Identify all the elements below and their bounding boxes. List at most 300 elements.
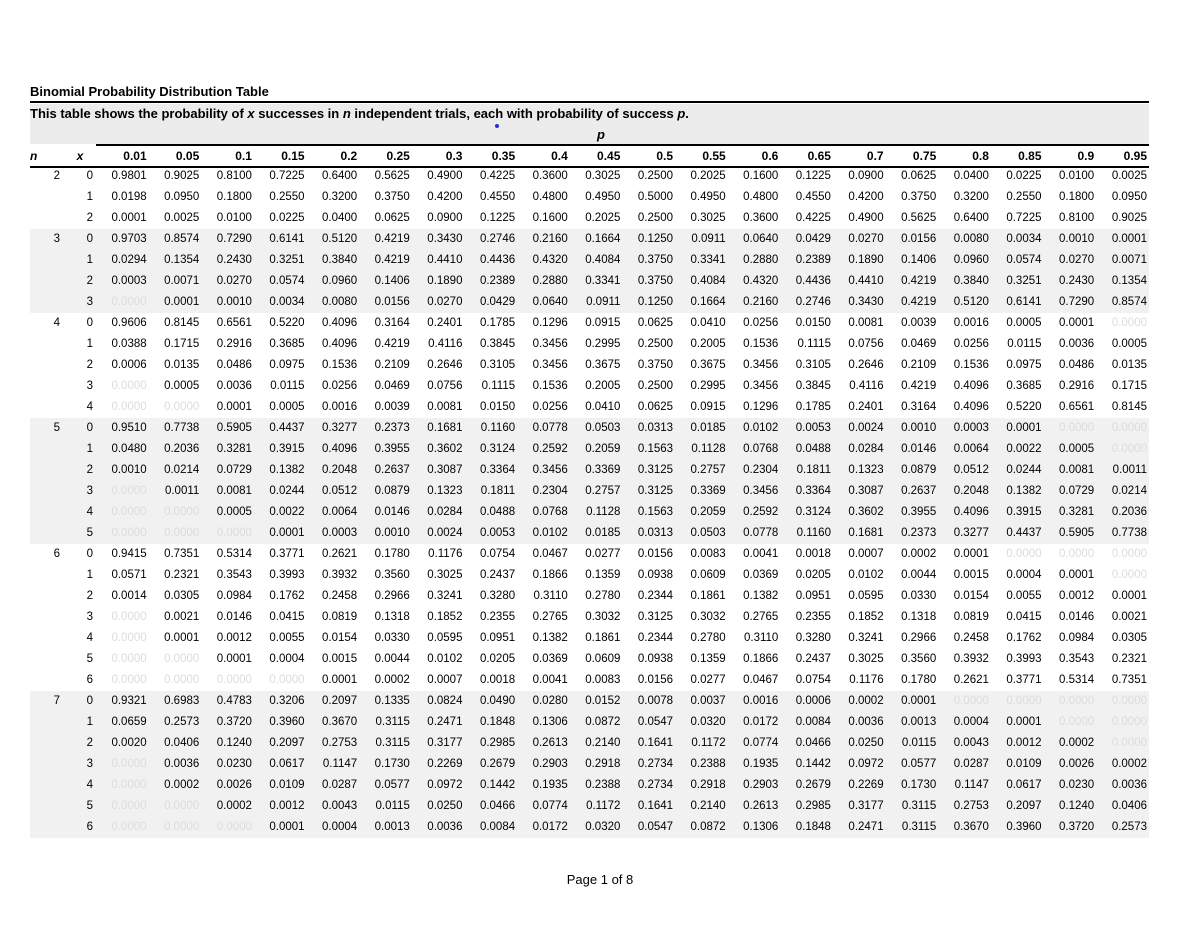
probability-cell: 0.3177 — [833, 796, 886, 817]
probability-cell: 0.3364 — [464, 460, 517, 481]
probability-cell: 0.0984 — [1058, 632, 1095, 644]
probability-cell: 0.0041 — [743, 548, 779, 560]
table-body — [30, 166, 1149, 838]
probability-cell: 0.0001 — [216, 653, 252, 665]
probability-cell: 0.4800 — [532, 191, 568, 203]
probability-cell: 0.4096 — [953, 401, 989, 413]
probability-cell: 0.0000 — [1096, 712, 1149, 733]
probability-cell: 0.3115 — [359, 733, 412, 754]
probability-cell: 0.1536 — [953, 359, 989, 371]
probability-cell: 0.4116 — [428, 338, 463, 350]
probability-cell: 0.3025 — [848, 653, 884, 665]
probability-cell: 0.5120 — [307, 229, 360, 250]
table-row — [30, 775, 1149, 796]
x-cell: 2 — [86, 212, 93, 224]
probability-cell: 0.0640 — [517, 292, 570, 313]
probability-cell: 0.4437 — [254, 418, 307, 439]
probability-cell: 0.0043 — [938, 733, 991, 754]
probability-cell: 0.0109 — [254, 775, 307, 796]
n-cell — [30, 397, 64, 418]
probability-cell: 0.0571 — [111, 569, 147, 581]
probability-cell: 0.2355 — [795, 611, 831, 623]
table-row — [30, 565, 1149, 586]
description-text: This table shows the probability of — [30, 106, 248, 121]
x-cell: 2 — [64, 460, 96, 481]
table-row — [30, 166, 1149, 187]
probability-cell: 0.0000 — [96, 754, 149, 775]
probability-cell: 0.3840 — [307, 250, 360, 271]
probability-cell: 0.0574 — [991, 250, 1044, 271]
probability-cell: 0.0001 — [254, 523, 307, 544]
probability-cell: 0.0574 — [254, 271, 307, 292]
probability-cell: 0.0467 — [532, 548, 568, 560]
x-cell: 1 — [64, 250, 96, 271]
probability-cell: 0.0774 — [517, 796, 570, 817]
probability-cell: 0.7290 — [1044, 292, 1097, 313]
probability-cell: 0.3364 — [780, 481, 833, 502]
probability-cell: 0.3960 — [991, 817, 1044, 838]
probability-cell: 0.2880 — [728, 250, 781, 271]
probability-cell: 0.4219 — [886, 292, 939, 313]
probability-cell: 0.0081 — [848, 317, 884, 329]
probability-cell: 0.1318 — [901, 611, 937, 623]
n-cell: 6 — [53, 548, 60, 560]
probability-cell: 0.1240 — [201, 733, 254, 754]
probability-cell: 0.0002 — [1096, 754, 1149, 775]
probability-cell: 0.8574 — [1096, 292, 1149, 313]
probability-cell: 0.0754 — [479, 548, 516, 560]
probability-cell: 0.0010 — [96, 460, 149, 481]
probability-cell: 0.0084 — [780, 712, 833, 733]
probability-cell: 0.0305 — [1111, 632, 1147, 644]
probability-cell: 0.2679 — [780, 775, 833, 796]
probability-cell: 0.0280 — [517, 691, 570, 712]
probability-cell: 0.3115 — [886, 796, 939, 817]
probability-cell: 0.0014 — [111, 590, 147, 602]
probability-cell: 0.0015 — [322, 653, 358, 665]
table-row — [30, 397, 1149, 418]
probability-cell: 0.3430 — [833, 292, 886, 313]
probability-cell: 0.6561 — [216, 317, 252, 329]
probability-cell: 0.3750 — [901, 191, 937, 203]
probability-cell: 0.0244 — [254, 481, 307, 502]
probability-cell: 0.0369 — [743, 569, 779, 581]
table-row — [30, 418, 1149, 439]
probability-cell: 0.1225 — [479, 212, 516, 224]
probability-cell: 0.0172 — [517, 817, 570, 838]
probability-cell: 0.2005 — [585, 380, 621, 392]
probability-cell: 0.0230 — [201, 754, 254, 775]
probability-cell: 0.2985 — [464, 733, 517, 754]
probability-cell: 0.4225 — [795, 212, 831, 224]
probability-cell: 0.0080 — [938, 229, 991, 250]
probability-cell: 0.4096 — [938, 502, 991, 523]
probability-cell: 0.3771 — [1006, 674, 1042, 686]
probability-cell: 0.0000 — [149, 796, 202, 817]
probability-cell: 0.3600 — [532, 170, 568, 182]
probability-cell: 0.0625 — [374, 212, 410, 224]
probability-cell: 0.2140 — [675, 796, 728, 817]
column-header-p: 0.35 — [491, 149, 516, 163]
probability-cell: 0.9801 — [111, 170, 147, 182]
probability-cell: 0.0078 — [622, 691, 675, 712]
probability-cell: 0.1323 — [412, 481, 465, 502]
column-header-p: 0.95 — [1123, 149, 1147, 163]
probability-cell: 0.0410 — [690, 317, 726, 329]
probability-cell: 0.2880 — [517, 271, 570, 292]
cursor-marker — [495, 124, 499, 128]
probability-cell: 0.0001 — [991, 418, 1044, 439]
probability-cell: 0.0595 — [427, 632, 463, 644]
probability-cell: 0.0429 — [780, 229, 833, 250]
probability-cell: 0.1382 — [743, 590, 779, 602]
n-cell — [30, 439, 64, 460]
probability-cell: 0.0154 — [953, 590, 989, 602]
probability-cell: 0.0010 — [201, 292, 254, 313]
table-row — [30, 649, 1149, 670]
probability-cell: 0.0001 — [111, 212, 147, 224]
probability-cell: 0.0004 — [1006, 569, 1042, 581]
probability-cell: 0.3110 — [744, 632, 779, 644]
probability-cell: 0.0214 — [1096, 481, 1149, 502]
probability-cell: 0.4783 — [201, 691, 254, 712]
probability-cell: 0.0036 — [149, 754, 202, 775]
probability-cell: 0.3600 — [743, 212, 779, 224]
probability-cell: 0.0000 — [991, 691, 1044, 712]
probability-cell: 0.0000 — [149, 817, 202, 838]
probability-cell: 0.0013 — [359, 817, 412, 838]
description-var-x: x — [247, 106, 255, 121]
probability-cell: 0.3369 — [675, 481, 728, 502]
probability-cell: 0.1890 — [833, 250, 886, 271]
probability-cell: 0.2269 — [412, 754, 465, 775]
probability-cell: 0.0002 — [149, 775, 202, 796]
probability-cell: 0.8100 — [1058, 212, 1095, 224]
n-cell — [30, 817, 64, 838]
probability-cell: 0.4219 — [901, 380, 937, 392]
n-cell — [30, 208, 64, 229]
probability-cell: 0.0915 — [690, 401, 726, 413]
column-header-x: x — [76, 149, 84, 163]
probability-cell: 0.0053 — [464, 523, 517, 544]
probability-cell: 0.4410 — [833, 271, 886, 292]
probability-cell: 0.0000 — [164, 401, 200, 413]
probability-cell: 0.0081 — [427, 401, 463, 413]
probability-cell: 0.0640 — [728, 229, 781, 250]
probability-cell: 0.2344 — [637, 590, 674, 602]
probability-cell: 0.1442 — [780, 754, 833, 775]
probability-cell: 0.2679 — [464, 754, 517, 775]
table-description — [30, 106, 689, 121]
probability-cell: 0.0609 — [585, 653, 621, 665]
probability-cell: 0.0250 — [833, 733, 886, 754]
probability-cell: 0.2903 — [517, 754, 570, 775]
probability-cell: 0.0911 — [675, 229, 728, 250]
probability-cell: 0.3125 — [622, 460, 675, 481]
probability-cell: 0.2304 — [728, 460, 781, 481]
probability-cell: 0.1800 — [1058, 191, 1095, 203]
probability-cell: 0.2430 — [1044, 271, 1097, 292]
probability-cell: 0.0000 — [111, 611, 147, 623]
table-row — [30, 208, 1149, 229]
probability-cell: 0.6141 — [991, 292, 1044, 313]
probability-cell: 0.0071 — [1096, 250, 1149, 271]
probability-cell: 0.3456 — [743, 359, 779, 371]
probability-cell: 0.0039 — [374, 401, 410, 413]
x-cell: 1 — [64, 439, 96, 460]
column-header-p: 0.1 — [235, 149, 252, 163]
probability-cell: 0.0006 — [780, 691, 833, 712]
x-cell: 3 — [86, 611, 93, 623]
description-text: successes in — [254, 106, 343, 121]
probability-cell: 0.0064 — [938, 439, 991, 460]
probability-cell: 0.0150 — [795, 317, 831, 329]
probability-cell: 0.6400 — [322, 170, 358, 182]
column-header-p: 0.2 — [340, 149, 358, 163]
probability-cell: 0.0000 — [1096, 439, 1149, 460]
probability-cell: 0.0036 — [1096, 775, 1149, 796]
probability-cell: 0.0900 — [427, 212, 463, 224]
probability-cell: 0.1382 — [532, 632, 568, 644]
probability-cell: 0.2592 — [517, 439, 570, 460]
probability-cell: 0.0005 — [164, 380, 200, 392]
probability-cell: 0.3685 — [1006, 380, 1042, 392]
probability-cell: 0.0406 — [1096, 796, 1149, 817]
probability-cell: 0.0011 — [1096, 460, 1149, 481]
probability-cell: 0.2437 — [795, 653, 831, 665]
probability-cell: 0.2592 — [728, 502, 781, 523]
probability-cell: 0.1354 — [149, 250, 202, 271]
probability-cell: 0.2573 — [1096, 817, 1149, 838]
probability-cell: 0.2109 — [374, 359, 410, 371]
probability-cell: 0.2995 — [690, 380, 726, 392]
probability-cell: 0.0084 — [464, 817, 517, 838]
column-header-p: 0.8 — [972, 149, 989, 163]
column-header-p: 0.7 — [866, 149, 884, 163]
probability-cell: 0.0488 — [464, 502, 517, 523]
probability-cell: 0.3993 — [269, 569, 305, 581]
probability-cell: 0.0975 — [269, 359, 305, 371]
probability-cell: 0.0000 — [111, 632, 147, 644]
column-header-p: 0.55 — [702, 149, 726, 163]
probability-cell: 0.0256 — [953, 338, 989, 350]
probability-cell: 0.2550 — [269, 191, 305, 203]
probability-cell: 0.0486 — [1058, 359, 1095, 371]
probability-cell: 0.0000 — [164, 674, 200, 686]
probability-cell: 0.0960 — [307, 271, 360, 292]
probability-cell: 0.3960 — [254, 712, 307, 733]
table-row — [30, 628, 1149, 649]
probability-cell: 0.8100 — [216, 170, 252, 182]
probability-cell: 0.0152 — [570, 691, 623, 712]
probability-cell: 0.6983 — [149, 691, 202, 712]
probability-cell: 0.3602 — [412, 439, 465, 460]
probability-cell: 0.0911 — [570, 292, 623, 313]
probability-cell: 0.1848 — [464, 712, 517, 733]
probability-cell: 0.6141 — [254, 229, 307, 250]
n-cell — [30, 460, 64, 481]
probability-cell: 0.0007 — [848, 548, 884, 560]
column-header-p: 0.6 — [761, 149, 779, 163]
probability-cell: 0.0547 — [622, 712, 675, 733]
probability-cell: 0.1715 — [164, 338, 200, 350]
probability-cell: 0.9321 — [96, 691, 149, 712]
probability-cell: 0.0006 — [111, 359, 147, 371]
probability-cell: 0.0512 — [938, 460, 991, 481]
n-cell — [30, 376, 64, 397]
probability-cell: 0.3456 — [517, 460, 570, 481]
probability-cell: 0.4219 — [374, 338, 410, 350]
table-row — [30, 796, 1149, 817]
probability-cell: 0.2765 — [532, 611, 568, 623]
n-cell — [30, 607, 64, 628]
probability-cell: 0.0000 — [1096, 418, 1149, 439]
probability-cell: 0.1600 — [532, 212, 568, 224]
probability-cell: 0.4116 — [849, 380, 884, 392]
n-cell: 5 — [30, 418, 64, 439]
probability-cell: 0.3115 — [886, 817, 939, 838]
probability-cell: 0.0284 — [833, 439, 886, 460]
probability-cell: 0.2613 — [517, 733, 570, 754]
probability-cell: 0.0185 — [570, 523, 623, 544]
n-cell — [30, 670, 64, 691]
probability-cell: 0.7738 — [1096, 523, 1149, 544]
probability-cell: 0.3251 — [991, 271, 1044, 292]
probability-cell: 0.2746 — [780, 292, 833, 313]
probability-cell: 0.3206 — [254, 691, 307, 712]
probability-cell: 0.0466 — [780, 733, 833, 754]
table-row — [30, 733, 1149, 754]
probability-cell: 0.4800 — [743, 191, 779, 203]
binomial-table — [30, 146, 1149, 838]
probability-cell: 0.4900 — [427, 170, 463, 182]
table-row — [30, 334, 1149, 355]
probability-cell: 0.0020 — [96, 733, 149, 754]
n-cell — [30, 712, 64, 733]
probability-cell: 0.0156 — [637, 674, 674, 686]
probability-cell: 0.8145 — [1111, 401, 1147, 413]
n-cell: 4 — [53, 317, 60, 329]
probability-cell: 0.0400 — [953, 170, 989, 182]
probability-cell: 0.0488 — [780, 439, 833, 460]
probability-cell: 0.1600 — [743, 170, 779, 182]
n-cell — [30, 565, 64, 586]
n-cell: 7 — [30, 691, 64, 712]
probability-cell: 0.0754 — [795, 674, 831, 686]
probability-cell: 0.0277 — [690, 674, 726, 686]
probability-cell: 0.0951 — [479, 632, 516, 644]
probability-cell: 0.0000 — [164, 653, 200, 665]
probability-cell: 0.2059 — [570, 439, 623, 460]
probability-cell: 0.0012 — [216, 632, 252, 644]
probability-cell: 0.0270 — [833, 229, 886, 250]
x-cell: 6 — [64, 817, 96, 838]
probability-cell: 0.2109 — [901, 359, 937, 371]
probability-cell: 0.2985 — [780, 796, 833, 817]
n-cell — [30, 586, 64, 607]
description-var-p: p — [677, 106, 686, 121]
probability-cell: 0.3280 — [479, 590, 516, 602]
probability-cell: 0.3125 — [637, 611, 674, 623]
probability-cell: 0.0000 — [1006, 548, 1042, 560]
probability-cell: 0.3955 — [359, 439, 412, 460]
probability-cell: 0.0625 — [637, 317, 674, 329]
probability-cell: 0.4550 — [479, 191, 516, 203]
probability-cell: 0.5314 — [216, 548, 252, 560]
probability-cell: 0.1323 — [833, 460, 886, 481]
probability-cell: 0.0284 — [412, 502, 465, 523]
probability-cell: 0.2500 — [637, 212, 674, 224]
probability-cell: 0.0026 — [201, 775, 254, 796]
probability-cell: 0.0115 — [886, 733, 939, 754]
probability-cell: 0.3955 — [886, 502, 939, 523]
probability-cell: 0.3993 — [1006, 653, 1042, 665]
probability-cell: 0.0406 — [149, 733, 202, 754]
probability-cell: 0.4096 — [322, 317, 358, 329]
probability-cell: 0.1318 — [374, 611, 410, 623]
probability-cell: 0.0000 — [1044, 418, 1097, 439]
column-header-p: 0.3 — [445, 149, 463, 163]
probability-cell: 0.4219 — [359, 229, 412, 250]
probability-cell: 0.2344 — [637, 632, 674, 644]
probability-cell: 0.3456 — [532, 359, 568, 371]
probability-cell: 0.0156 — [886, 229, 939, 250]
probability-cell: 0.0972 — [412, 775, 465, 796]
probability-cell: 0.0625 — [637, 401, 674, 413]
probability-cell: 0.5220 — [269, 317, 305, 329]
probability-cell: 0.1296 — [743, 401, 779, 413]
probability-cell: 0.1250 — [622, 292, 675, 313]
probability-cell: 0.5905 — [201, 418, 254, 439]
probability-cell: 0.0950 — [164, 191, 200, 203]
probability-cell: 0.0819 — [322, 611, 358, 623]
probability-cell: 0.0102 — [728, 418, 781, 439]
probability-cell: 0.0083 — [585, 674, 621, 686]
table-row — [30, 376, 1149, 397]
probability-cell: 0.0080 — [307, 292, 360, 313]
probability-cell: 0.0081 — [201, 481, 254, 502]
x-cell: 4 — [86, 401, 93, 413]
probability-cell: 0.0005 — [1111, 338, 1147, 350]
probability-cell: 0.0001 — [164, 632, 200, 644]
probability-cell: 0.0025 — [164, 212, 200, 224]
probability-cell: 0.2458 — [953, 632, 989, 644]
probability-cell: 0.0154 — [322, 632, 358, 644]
table-row — [30, 187, 1149, 208]
n-cell — [30, 355, 64, 376]
probability-cell: 0.3543 — [216, 569, 252, 581]
probability-cell: 0.1382 — [254, 460, 307, 481]
probability-cell: 0.0320 — [675, 712, 728, 733]
probability-cell: 0.4320 — [517, 250, 570, 271]
probability-cell: 0.2780 — [585, 590, 621, 602]
probability-cell: 0.0415 — [1006, 611, 1042, 623]
probability-cell: 0.2918 — [570, 754, 623, 775]
probability-cell: 0.2753 — [307, 733, 360, 754]
probability-cell: 0.2437 — [479, 569, 516, 581]
probability-cell: 0.6561 — [1058, 401, 1095, 413]
probability-cell: 0.4950 — [585, 191, 621, 203]
probability-cell: 0.0100 — [1058, 170, 1095, 182]
probability-cell: 0.0000 — [96, 796, 149, 817]
column-header-p: 0.45 — [597, 149, 621, 163]
probability-cell: 0.0025 — [1111, 170, 1147, 182]
probability-cell: 0.0270 — [201, 271, 254, 292]
probability-cell: 0.0003 — [96, 271, 149, 292]
probability-cell: 0.0002 — [201, 796, 254, 817]
table-row — [30, 670, 1149, 691]
probability-cell: 0.2471 — [833, 817, 886, 838]
